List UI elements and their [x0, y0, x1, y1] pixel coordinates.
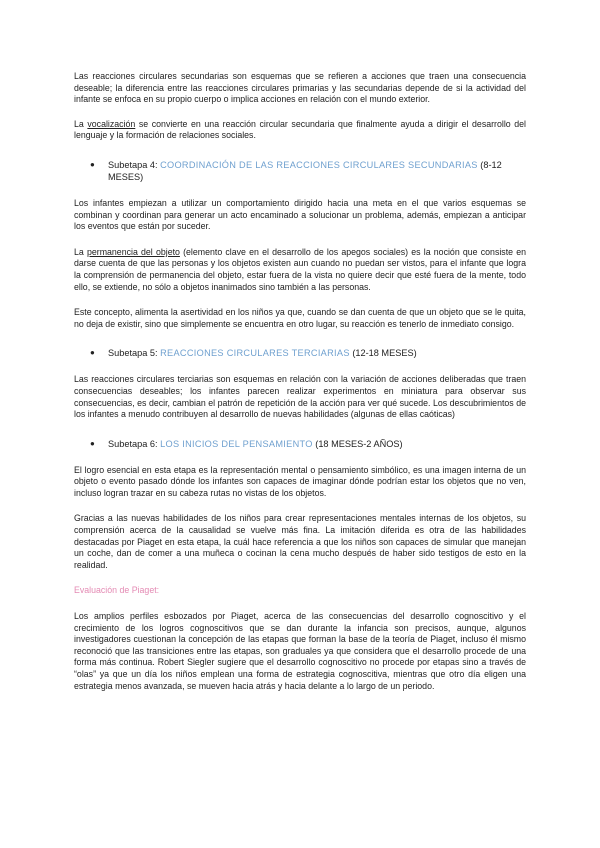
- subetapa-6-title: LOS INICIOS DEL PENSAMIENTO: [160, 438, 313, 449]
- bullet-subetapa-4: [74, 159, 526, 183]
- subetapa-4-title: COORDINACIÓN DE LAS REACCIONES CIRCULARES SECUNDARIAS: [160, 159, 478, 170]
- subetapa-6-ages: (18 MESES-2 AÑOS): [312, 438, 403, 449]
- bullet-dot-icon: ●: [90, 159, 95, 169]
- bullet-dot-icon: ●: [90, 438, 95, 448]
- subetapa-5-prefix: Subetapa 5:: [108, 348, 161, 359]
- paragraph-vocalizacion: [74, 119, 526, 142]
- paragraph-reacciones-terciarias: Las reacciones circulares terciarias son esquemas en relación con la variación de acciones deliberadas que traen consecuencias deseables; los infantes parecen realizar experimentos en miniatura para observar sus consecuencias, es decir, cambian el patrón de repetición de la acción para ver qué sucede. Los descubrimientos de los infantes a menudo contribuyen al desarrollo de nuevas habilidades (algunas de ellas caóticas): [74, 374, 526, 420]
- subetapa-4-ages: (8-12 MESES): [108, 159, 502, 182]
- vocalizacion-prefix: La: [74, 118, 88, 129]
- permanencia-prefix: La: [74, 246, 87, 257]
- subetapa-4-prefix: Subetapa 4:: [108, 159, 161, 170]
- heading-evaluacion-piaget: Evaluación de Piaget:: [74, 585, 160, 596]
- paragraph-reacciones-secundarias: Las reacciones circulares secundarias son esquemas que se refieren a acciones que traen una consecuencia deseable; la diferencia entre las reacciones circulares primarias y las secundarias depende de si la actividad del infante se enfoca en su propio cuerpo o implica acciones en relación con el mundo exterior.: [74, 71, 526, 105]
- paragraph-evaluacion: Los amplios perfiles esbozados por Piaget, acerca de las consecuencias del desarrollo cognoscitivo y el crecimiento de los logros cognoscitivos que se dan durante la infancia son precisos, aunque, algunos investigadores cuestionan la concepción de las etapas que forman la base de la teoría de Piaget, incluso él mismo reconoció que las transiciones entre las etapas, son graduales ya que considera que el desarrollo procede de una forma más continua. Robert Siegler sugiere que el desarrollo cognoscitivo no procede por etapas sino a través de “olas” ya que un día los niños emplean una forma de estrategia cognoscitiva, mientras que otro día eligen una estrategia menos avanzada, se mueven hacia atrás y hacia delante a lo largo de un periodo.: [74, 611, 526, 691]
- paragraph-imitacion-diferida: Gracias a las nuevas habilidades de los niños para crear representaciones mentales internas de los objetos, su comprensión acerca de la causalidad se vuelve más fina. La imitación diferida es otra de las habilidades destacadas por Piaget en esta etapa, la cuál hace referencia a que los niños son capaces de simular que manejan un coche, dan de comer a una muñeca o cocinan la cena mucho después de haber sido testigos de esto en la realidad.: [74, 513, 526, 570]
- paragraph-representacion-mental: El logro esencial en esta etapa es la representación mental o pensamiento simbólico, es una imagen interna de un objeto o evento pasado dónde los infantes son capaces de imaginar dónde podrían estar los objetos que no ven, incluso logran trazar en su cabeza rutas no vistas de los objetos.: [74, 464, 526, 498]
- subetapa-5-ages: (12-18 MESES): [349, 348, 417, 359]
- term-permanencia-objeto: permanencia del objeto: [86, 246, 180, 257]
- paragraph-asertividad: Este concepto, alimenta la asertividad en los niños ya que, cuando se dan cuenta de que un objeto que se le quita, no deja de existir, sino que simplemente se encuentra en otro lugar, su reacción es tenerlo de inmediato consigo.: [74, 307, 526, 329]
- paragraph-permanencia-objeto: [74, 247, 526, 293]
- subetapa-6-prefix: Subetapa 6:: [108, 438, 161, 449]
- bullet-subetapa-6: [74, 438, 526, 450]
- subetapa-5-title: REACCIONES CIRCULARES TERCIARIAS: [160, 348, 350, 359]
- term-vocalizacion: vocalización: [87, 118, 136, 129]
- bullet-subetapa-5: [74, 347, 526, 359]
- vocalizacion-text: se convierte en una reacción circular secundaria que finalmente ayuda a dirigir el desarrollo del lenguaje y la formación de relaciones sociales.: [74, 118, 526, 141]
- bullet-dot-icon: ●: [90, 348, 95, 358]
- permanencia-text: (elemento clave en el desarrollo de los apegos sociales) es la noción que consiste en darse cuenta de que las personas y los objetos existen aun cuando no puedan ser vistos, para el infante que logra la comprensión de permanencia del objeto, estar fuera de la vista no quiere decir que esté fuera de la mente, todo ello, se extiende, no sólo a objetos inanimados sino también a las personas.: [74, 246, 526, 292]
- paragraph-comportamiento-meta: Los infantes empiezan a utilizar un comportamiento dirigido hacia una meta en el que varios esquemas se combinan y coordinan para generar un acto encaminado a solucionar un problema, además, empiezan a anticipar los eventos que están por suceder.: [74, 197, 526, 232]
